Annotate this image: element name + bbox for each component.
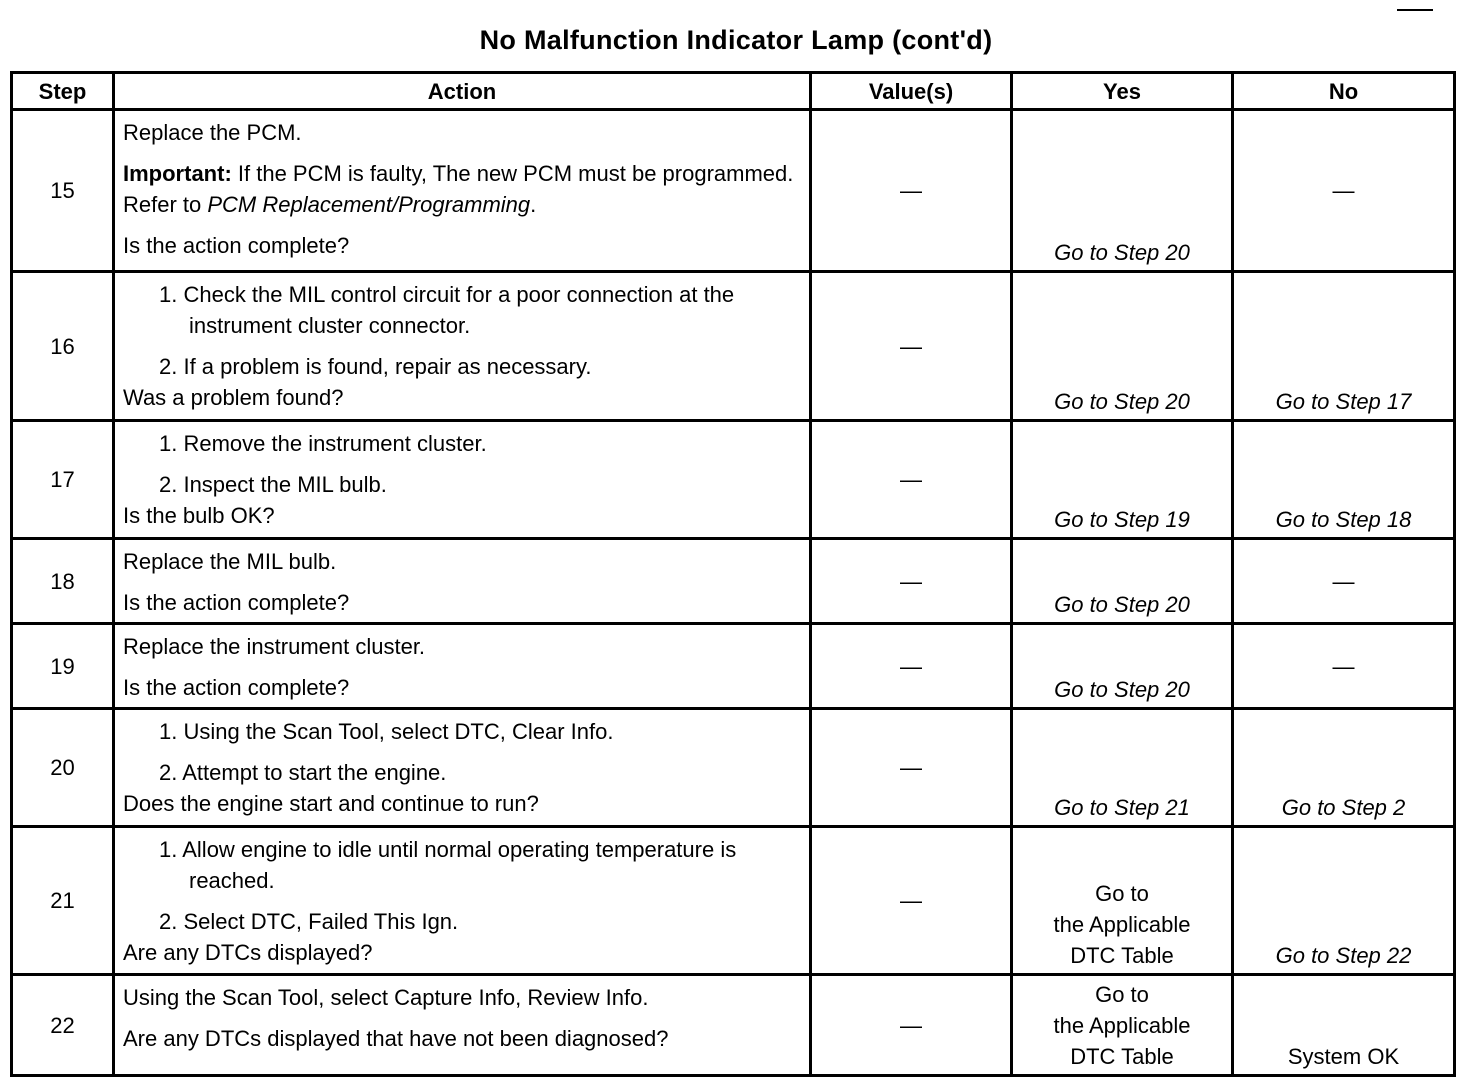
step-number: 18 <box>12 539 114 624</box>
value-cell: — <box>811 421 1012 539</box>
action-cell <box>114 272 811 421</box>
table-row <box>12 110 1455 272</box>
value-cell: — <box>811 624 1012 709</box>
table-row <box>12 272 1455 421</box>
no-cell[interactable]: Go to Step 2 <box>1233 709 1455 827</box>
yes-cell[interactable]: Go to Step 21 <box>1012 709 1233 827</box>
yes-cell[interactable] <box>1012 827 1233 975</box>
header-yes: Yes <box>1012 73 1233 110</box>
action-step-item: 2. Select DTC, Failed This Ign. <box>159 909 459 934</box>
action-text: Using the Scan Tool, select Capture Info, Review Info. <box>123 985 649 1010</box>
header-action: Action <box>114 73 811 110</box>
header-no: No <box>1233 73 1455 110</box>
note-text: If the PCM is faulty, The new PCM must be programmed. Refer to <box>123 161 794 217</box>
value-cell: — <box>811 272 1012 421</box>
header-step: Step <box>12 73 114 110</box>
note-end: . <box>530 192 537 217</box>
action-question: Are any DTCs displayed that have not been diagnosed? <box>123 1026 669 1051</box>
action-step-item: 2. Inspect the MIL bulb. <box>159 472 387 497</box>
table-row <box>12 624 1455 709</box>
table-row <box>12 827 1455 975</box>
important-note <box>123 158 801 220</box>
action-text: Replace the PCM. <box>123 120 302 145</box>
action-cell <box>114 539 811 624</box>
yes-line: the Applicable <box>1053 912 1191 937</box>
action-step-item: 2. If a problem is found, repair as necessary. <box>159 354 592 379</box>
step-number: 15 <box>12 110 114 272</box>
yes-line: Go to <box>1095 982 1149 1007</box>
action-text: Replace the MIL bulb. <box>123 549 337 574</box>
action-cell <box>114 975 811 1076</box>
yes-line: DTC Table <box>1070 1044 1174 1069</box>
no-cell: — <box>1233 110 1455 272</box>
action-step-item: 1. Using the Scan Tool, select DTC, Clear Info. <box>159 719 614 744</box>
no-cell: — <box>1233 539 1455 624</box>
table-row <box>12 709 1455 827</box>
yes-line: Go to <box>1095 881 1149 906</box>
action-cell <box>114 110 811 272</box>
action-step-item: 1. Remove the instrument cluster. <box>159 431 487 456</box>
step-number: 21 <box>12 827 114 975</box>
yes-cell[interactable]: Go to Step 20 <box>1012 624 1233 709</box>
yes-cell[interactable] <box>1012 975 1233 1076</box>
action-step-item: 1. Allow engine to idle until normal operating temperature is reached. <box>159 837 737 893</box>
step-number: 22 <box>12 975 114 1076</box>
value-cell: — <box>811 709 1012 827</box>
action-text: Replace the instrument cluster. <box>123 634 426 659</box>
action-question: Does the engine start and continue to run? <box>123 791 539 816</box>
step-number: 16 <box>12 272 114 421</box>
action-question: Is the bulb OK? <box>123 503 275 528</box>
table-row <box>12 421 1455 539</box>
action-question: Is the action complete? <box>123 590 350 615</box>
value-cell: — <box>811 827 1012 975</box>
table-row <box>12 975 1455 1076</box>
important-label: Important: <box>123 161 232 186</box>
action-cell <box>114 827 811 975</box>
corner-rule <box>1397 9 1433 11</box>
diagnostic-table <box>10 71 1456 1077</box>
action-question: Was a problem found? <box>123 385 344 410</box>
action-cell <box>114 709 811 827</box>
no-cell: — <box>1233 624 1455 709</box>
yes-cell[interactable]: Go to Step 20 <box>1012 110 1233 272</box>
header-row <box>12 73 1455 110</box>
no-cell[interactable]: Go to Step 22 <box>1233 827 1455 975</box>
step-number: 19 <box>12 624 114 709</box>
page-title: No Malfunction Indicator Lamp (cont'd) <box>479 25 993 55</box>
action-cell <box>114 624 811 709</box>
action-step-item: 1. Check the MIL control circuit for a poor connection at the instrument cluster connector. <box>159 282 735 338</box>
yes-line: DTC Table <box>1070 943 1174 968</box>
step-number: 17 <box>12 421 114 539</box>
reference-link[interactable]: PCM Replacement/Programming <box>207 192 531 217</box>
action-cell <box>114 421 811 539</box>
yes-line: the Applicable <box>1053 1013 1191 1038</box>
yes-cell[interactable]: Go to Step 20 <box>1012 272 1233 421</box>
no-cell[interactable]: System OK <box>1233 975 1455 1076</box>
action-step-item: 2. Attempt to start the engine. <box>159 760 447 785</box>
value-cell: — <box>811 110 1012 272</box>
action-question: Are any DTCs displayed? <box>123 940 373 965</box>
header-values: Value(s) <box>811 73 1012 110</box>
table-row <box>12 539 1455 624</box>
no-cell[interactable]: Go to Step 17 <box>1233 272 1455 421</box>
action-question: Is the action complete? <box>123 233 350 258</box>
action-question: Is the action complete? <box>123 675 350 700</box>
no-cell[interactable]: Go to Step 18 <box>1233 421 1455 539</box>
yes-cell[interactable]: Go to Step 20 <box>1012 539 1233 624</box>
value-cell: — <box>811 975 1012 1076</box>
value-cell: — <box>811 539 1012 624</box>
yes-cell[interactable]: Go to Step 19 <box>1012 421 1233 539</box>
step-number: 20 <box>12 709 114 827</box>
